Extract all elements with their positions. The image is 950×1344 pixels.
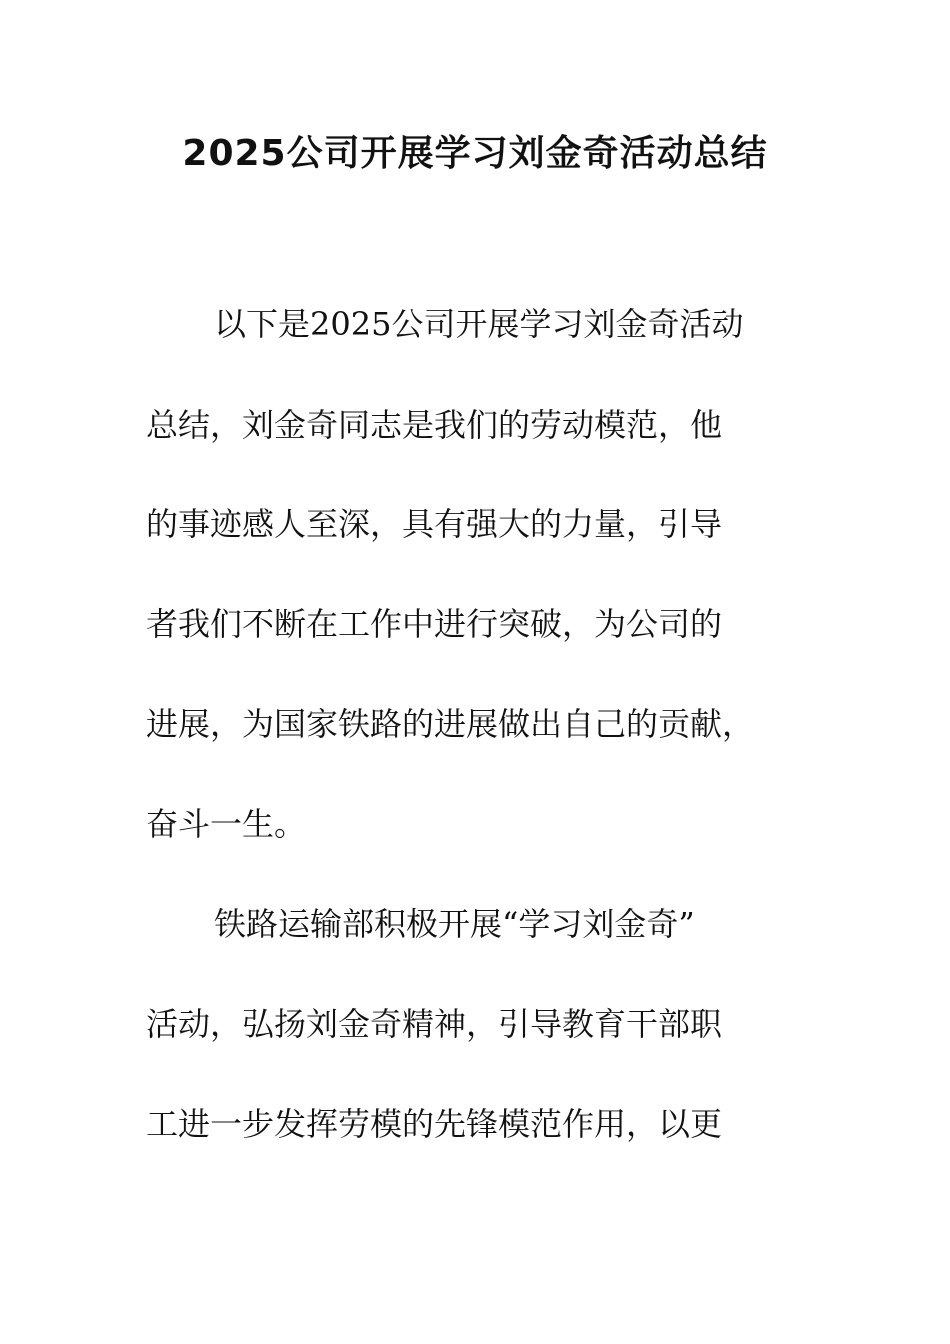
paragraph-1-line-6: 奋斗一生。 (146, 805, 307, 843)
paragraph-1-line-3: 的事迹感人至深，具有强大的力量，引导 (146, 505, 723, 543)
paragraph-2-line-3: 工进一步发挥劳模的先锋模范作用，以更 (146, 1105, 723, 1143)
paragraph-2-line-2: 活动，弘扬刘金奇精神，引导教育干部职 (146, 1005, 723, 1043)
paragraph-1-line-4: 者我们不断在工作中进行突破，为公司的 (146, 605, 723, 643)
paragraph-1-line-2: 总结，刘金奇同志是我们的劳动模范，他 (146, 406, 723, 444)
paragraph-1-line-1: 以下是2025公司开展学习刘金奇活动 (214, 305, 744, 343)
paragraph-2-line-1: 铁路运输部积极开展“学习刘金奇” (214, 905, 695, 943)
paragraph-1-line-5: 进展，为国家铁路的进展做出自己的贡献， (146, 705, 755, 743)
document-title: 2025公司开展学习刘金奇活动总结 (182, 133, 768, 174)
